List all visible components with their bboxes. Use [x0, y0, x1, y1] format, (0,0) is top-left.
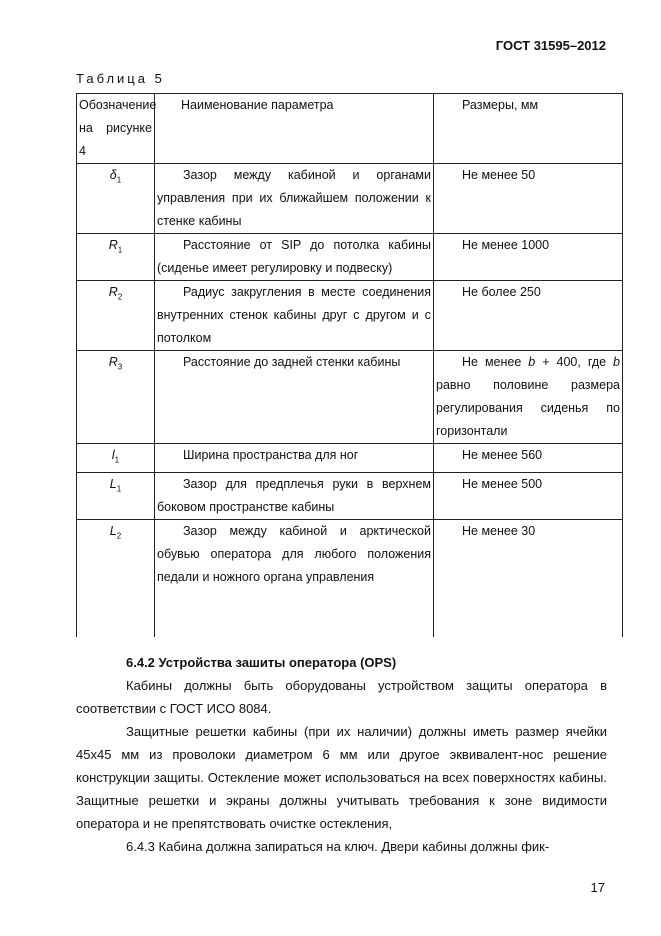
row-parameter-name: Радиус закругления в месте соединения внутренних стенок кабины друг с другом и с потолком: [155, 281, 434, 351]
row-parameter-name: Зазор между кабиной и арктической обувью оператора для любого положения педали и ножного органа управления: [155, 519, 434, 637]
parameters-table: [76, 93, 623, 637]
row-symbol: $L_2$: [77, 519, 155, 637]
row-dimension: Не менее 500: [434, 472, 623, 519]
row-dimension: Не менее b + 400, где b равно половине размера регулирования сиденья по горизонтали: [434, 351, 623, 444]
table-row: [77, 519, 623, 637]
row-parameter-name: Ширина пространства для ног: [155, 444, 434, 473]
table-header-row: [77, 94, 623, 164]
row-symbol: $\delta_1$: [77, 164, 155, 234]
table-row: [77, 164, 623, 234]
page-number: 17: [590, 880, 605, 895]
paragraph: Защитные решетки кабины (при их наличии) должны иметь размер ячейки 45х45 мм из проволоки диаметром 6 мм или другое эквивалент-нос решение конструкции защиты. Остекление может использоваться на всех поверхностях кабины. Защитные решетки и экраны должны учитывать требования к зоне видимости оператора и не препятствовать очистке остекления,: [76, 724, 607, 831]
row-symbol: $L_1$: [77, 472, 155, 519]
section-body: [76, 651, 607, 858]
table-row: [77, 351, 623, 444]
paragraph: Кабины должны быть оборудованы устройством защиты оператора в соответствии с ГОСТ ИСО 8084.: [76, 678, 607, 716]
section-title: 6.4.2 Устройства зашиты оператора (OPS): [126, 655, 397, 670]
table-caption: Таблица 5: [76, 71, 165, 86]
row-symbol: $R_1$: [77, 234, 155, 281]
column-header-parameter: Наименование параметра: [155, 94, 434, 164]
row-dimension: Не менее 50: [434, 164, 623, 234]
table-row: [77, 281, 623, 351]
table-row: [77, 472, 623, 519]
row-dimension: Не менее 30: [434, 519, 623, 637]
row-dimension: Не менее 1000: [434, 234, 623, 281]
row-symbol: $l_1$: [77, 444, 155, 473]
row-parameter-name: Расстояние от SIP до потолка кабины (сиденье имеет регулировку и подвеску): [155, 234, 434, 281]
row-parameter-name: Расстояние до задней стенки кабины: [155, 351, 434, 444]
row-dimension: Не менее 560: [434, 444, 623, 473]
column-header-dimensions: Размеры, мм: [434, 94, 623, 164]
paragraph: 6.4.3 Кабина должна запираться на ключ. Двери кабины должны фик-: [126, 839, 550, 854]
row-dimension: Не более 250: [434, 281, 623, 351]
column-header-designation: Обозначение на рисунке 4: [77, 94, 155, 164]
row-parameter-name: Зазор для предплечья руки в верхнем боковом пространстве кабины: [155, 472, 434, 519]
row-parameter-name: Зазор между кабиной и органами управления при их ближайшем положении к стенке кабины: [155, 164, 434, 234]
row-symbol: $R_2$: [77, 281, 155, 351]
row-symbol: $R_3$: [77, 351, 155, 444]
table-row: [77, 234, 623, 281]
table-row: [77, 444, 623, 473]
document-header: ГОСТ 31595–2012: [495, 38, 606, 53]
